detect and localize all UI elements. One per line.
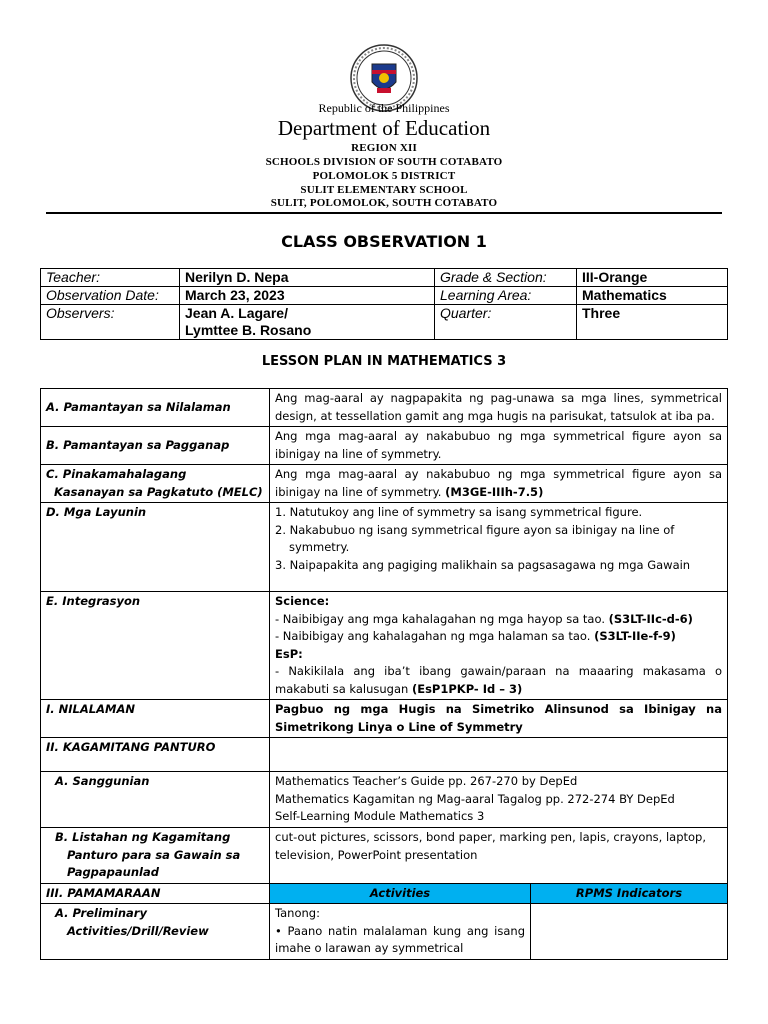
- header-divider: [46, 212, 722, 214]
- activities-header: Activities: [270, 883, 531, 904]
- table-row: [41, 269, 728, 287]
- materials-cell: [270, 738, 728, 772]
- department-name: Department of Education: [277, 116, 491, 140]
- republic-line: Republic of the Philippines: [318, 101, 450, 115]
- question-heading: Tanong:: [275, 906, 320, 920]
- esp-item: [275, 663, 722, 698]
- table-row: [41, 772, 728, 828]
- materials-list-text: cut-out pictures, scissors, bond paper, marking pen, lapis, crayons, laptop, television, PowerPoint presentation: [270, 828, 728, 884]
- district-line: POLOMOLOK 5 DISTRICT: [312, 170, 456, 182]
- observation-info-table: [40, 268, 728, 340]
- observer-2: Lymttee B. Rosano: [185, 322, 312, 338]
- table-row: [41, 828, 728, 884]
- melc-text: [270, 465, 728, 503]
- preliminary-label-line: Activities/Drill/Review: [67, 923, 209, 938]
- performance-standard-label: B. Pamantayan sa Pagganap: [41, 427, 270, 465]
- quarter-label: Quarter:: [435, 305, 577, 340]
- table-row: [41, 883, 728, 904]
- integration-content: [270, 592, 728, 700]
- materials-list-label-line: Pagpapaunlad: [67, 865, 159, 879]
- table-row: [41, 592, 728, 700]
- division-line: SCHOOLS DIVISION OF SOUTH COTABATO: [265, 156, 503, 168]
- area-label: Learning Area:: [435, 287, 577, 305]
- integration-label: E. Integrasyon: [41, 592, 270, 700]
- procedure-label: III. PAMAMARAAN: [41, 883, 270, 904]
- rpms-header: RPMS Indicators: [531, 883, 728, 904]
- quarter-value: Three: [577, 305, 728, 340]
- grade-value: III-Orange: [577, 269, 728, 287]
- reference-line: Mathematics Kagamitan ng Mag-aaral Tagalog pp. 272-274 BY DepEd: [275, 791, 675, 806]
- materials-label: II. KAGAMITANG PANTURO: [41, 738, 270, 772]
- reference-line: Self-Learning Module Mathematics 3: [275, 809, 485, 823]
- date-value: March 23, 2023: [180, 287, 435, 305]
- science-heading: Science:: [275, 594, 330, 608]
- science-item-text: - Naibibigay ang kahalagahan ng mga halaman sa tao.: [275, 629, 595, 643]
- science-item-1: [275, 611, 722, 629]
- science-item-text: - Naibibigay ang mga kahalagahan ng mga hayop sa tao.: [275, 611, 609, 626]
- content-label: I. NILALAMAN: [41, 700, 270, 738]
- references-label: A. Sanggunian: [41, 772, 270, 828]
- table-row: [41, 465, 728, 503]
- activities-cell: [270, 904, 531, 960]
- rpms-cell: [531, 904, 728, 960]
- list-item: 3. Naipapakita ang pagiging malikhain sa pagsasagawa ng mga Gawain: [275, 557, 691, 572]
- content-standard-label: A. Pamantayan sa Nilalaman: [41, 389, 270, 427]
- objectives-list: [270, 503, 728, 592]
- melc-label: [41, 465, 270, 503]
- table-row: [41, 389, 728, 427]
- objectives-label: D. Mga Layunin: [41, 503, 270, 592]
- area-value: Mathematics: [577, 287, 728, 305]
- performance-standard-text: Ang mga mag-aaral ay nakabubuo ng mga symmetrical figure ayon sa ibinigay na line of symmetry.: [270, 427, 728, 465]
- table-row: [41, 305, 728, 340]
- materials-list-label: [41, 828, 270, 884]
- content-topic: Pagbuo ng mga Hugis na Simetriko Alinsunod sa Ibinigay na Simetrikong Linya o Line of Symmetry: [270, 700, 728, 738]
- table-row: [41, 904, 728, 960]
- lesson-plan-table: [40, 388, 728, 960]
- melc-text-body: Ang mga mag-aaral ay nakabubuo ng mga symmetrical figure ayon sa ibinigay na line of symmetry.: [275, 467, 722, 499]
- esp-item-text: - Nakikilala ang iba’t ibang gawain/paraan na maaaring makasama o makabuti sa kalusugan: [275, 664, 722, 696]
- teacher-label: Teacher:: [41, 269, 180, 287]
- science-item-code: (S3LT-IIe-f-9): [594, 629, 676, 643]
- references-list: [270, 772, 728, 828]
- science-item-2: [275, 628, 722, 646]
- esp-heading: EsP:: [275, 646, 303, 661]
- date-label: Observation Date:: [41, 287, 180, 305]
- grade-label: Grade & Section:: [435, 269, 577, 287]
- melc-label-line: C. Pinakamahalagang: [46, 467, 187, 481]
- esp-item-code: (EsP1PKP- Id – 3): [411, 681, 523, 696]
- observers-label: Observers:: [41, 305, 180, 340]
- melc-label-line: Kasanayan sa Pagkatuto (MELC): [54, 484, 263, 499]
- melc-code: (M3GE-IIIh-7.5): [445, 484, 544, 499]
- table-row: [41, 427, 728, 465]
- materials-list-label-line: Panturo para sa Gawain sa: [67, 847, 241, 862]
- page-title: CLASS OBSERVATION 1: [281, 232, 487, 251]
- preliminary-label: [41, 904, 270, 960]
- teacher-value: Nerilyn D. Nepa: [180, 269, 435, 287]
- table-row: [41, 503, 728, 592]
- address-line: SULIT, POLOMOLOK, SOUTH COTABATO: [270, 197, 498, 209]
- table-row: [41, 700, 728, 738]
- materials-list-label-line: B. Listahan ng Kagamitang: [55, 830, 231, 844]
- content-standard-text: Ang mag-aaral ay nagpapakita ng pag-unawa sa mga lines, symmetrical design, at tessellation gamit ang mga hugis na parisukat, tatsulok at iba pa.: [270, 389, 728, 427]
- observers-value: [180, 305, 435, 340]
- school-line: SULIT ELEMENTARY SCHOOL: [300, 184, 468, 196]
- reference-line: Mathematics Teacher’s Guide pp. 267-270 by DepEd: [275, 774, 578, 788]
- table-row: [41, 287, 728, 305]
- lesson-plan-title: LESSON PLAN IN MATHEMATICS 3: [261, 354, 507, 369]
- science-item-code: (S3LT-IIc-d-6): [608, 611, 693, 626]
- region-line: REGION XII: [351, 142, 417, 154]
- list-item: 1. Natutukoy ang line of symmetry sa isang symmetrical figure.: [275, 505, 643, 519]
- table-row: [41, 738, 728, 772]
- preliminary-label-line: A. Preliminary: [55, 906, 147, 920]
- observer-1: Jean A. Lagare/: [185, 305, 288, 321]
- list-item: 2. Nakabubuo ng isang symmetrical figure ayon sa ibinigay na line of symmetry.: [275, 522, 675, 554]
- question-bullet: • Paano natin malalaman kung ang isang imahe o larawan ay symmetrical: [275, 923, 525, 955]
